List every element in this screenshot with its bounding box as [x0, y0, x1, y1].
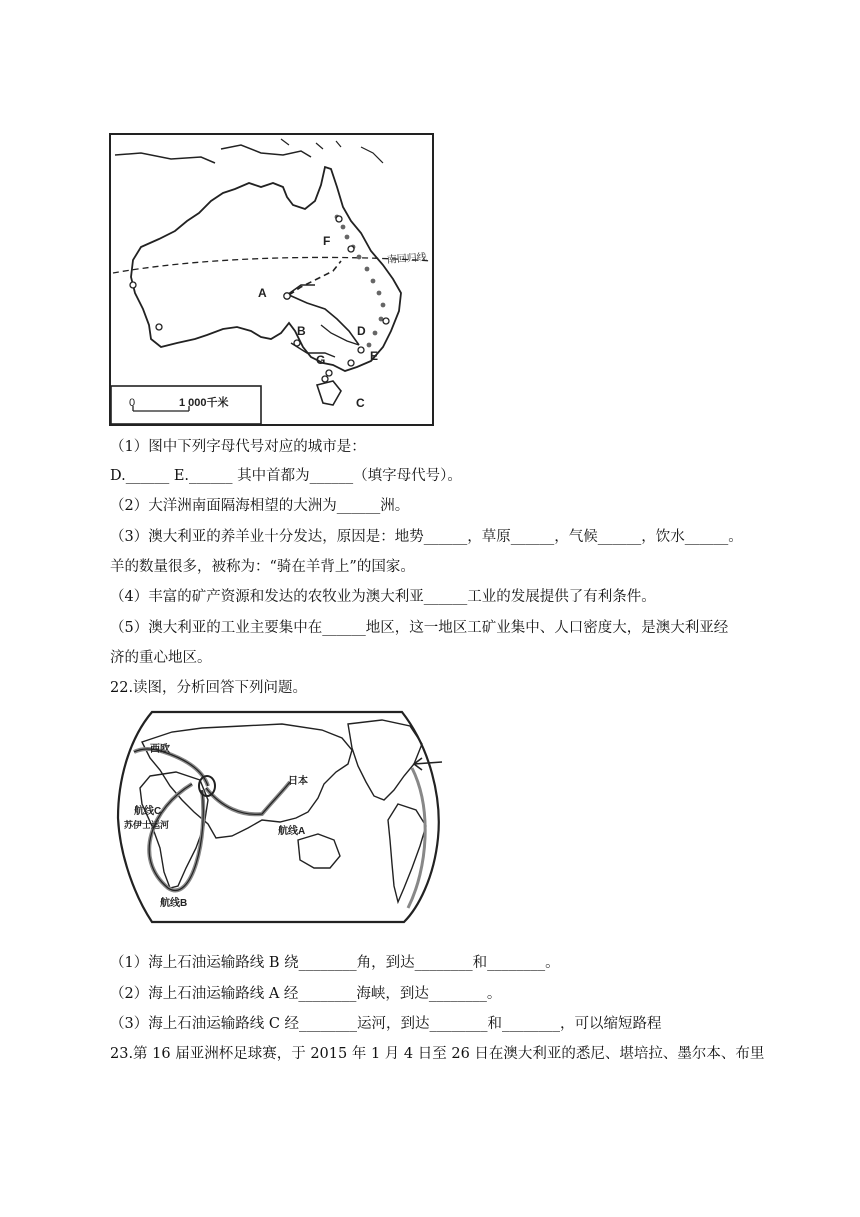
q21-line-4: （3）澳大利亚的养羊业十分发达，原因是：地势______，草原______，气候______，饮水______。	[110, 529, 743, 545]
q21-line-1: （1）图中下列字母代号对应的城市是：	[110, 439, 366, 455]
q22-line-1: （1）海上石油运输路线 B 绕________角，到达________和________。	[110, 955, 560, 971]
q22-line-3: （3）海上石油运输路线 C 经________运河，到达________和________，可以缩短路程	[110, 1016, 662, 1032]
label-route-c: 航线C	[134, 806, 162, 817]
label-d: D	[357, 324, 366, 338]
label-a: A	[258, 286, 267, 300]
q21-line-3: （2）大洋洲南面隔海相望的大洲为______洲。	[110, 498, 410, 514]
world-map-svg	[112, 708, 444, 925]
label-f: F	[323, 234, 331, 248]
label-route-b: 航线B	[160, 898, 188, 909]
label-b: B	[297, 324, 306, 338]
label-suez: 苏伊士运河	[124, 820, 170, 830]
q21-line-7: （5）澳大利亚的工业主要集中在______地区，这一地区工矿业集中、人口密度大，是澳大利亚经	[110, 620, 729, 636]
world-shipping-map	[112, 708, 444, 925]
label-c: C	[356, 396, 365, 410]
q21-line-6: （4）丰富的矿产资源和发达的农牧业为澳大利亚______工业的发展提供了有利条件。	[110, 589, 656, 605]
q21-line-2: D.______ E.______ 其中首都为______（填字母代号）。	[110, 468, 462, 484]
q21-line-8: 济的重心地区。	[110, 650, 212, 666]
q23-line-1: 23.第 16 届亚洲杯足球赛，于 2015 年 1 月 4 日至 26 日在澳大利亚的悉尼、堪培拉、墨尔本、布里	[110, 1046, 765, 1062]
label-e: E	[370, 349, 379, 363]
q22-title: 22.读图，分析回答下列问题。	[110, 680, 308, 696]
label-west-europe: 西欧	[150, 744, 170, 755]
australia-map-svg	[111, 135, 432, 424]
scale-zero: 0	[129, 397, 136, 409]
label-route-a: 航线A	[278, 826, 306, 837]
australia-map	[109, 133, 434, 426]
q22-line-2: （2）海上石油运输路线 A 经________海峡，到达________。	[110, 986, 502, 1002]
label-japan: 日本	[288, 776, 308, 787]
label-g: G	[316, 353, 326, 367]
q21-line-5: 羊的数量很多，被称为：“骑在羊背上”的国家。	[110, 559, 415, 575]
tropic-label: 南回归线	[386, 252, 428, 266]
scale-text: 1 000千米	[179, 397, 229, 409]
